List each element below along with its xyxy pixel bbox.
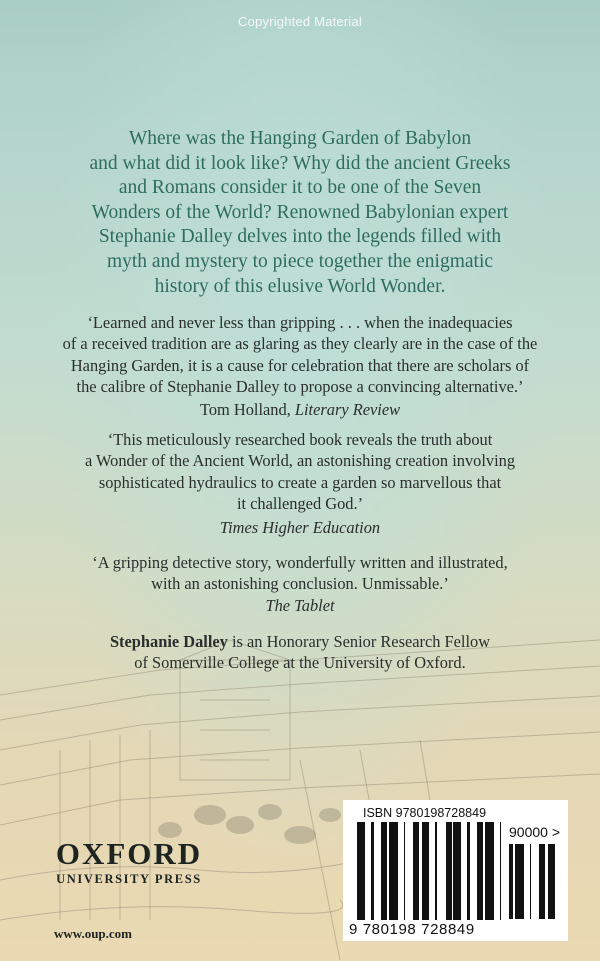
review-line: with an astonishing conclusion. Unmissable.’ — [151, 574, 449, 594]
barcode-bar — [425, 822, 428, 920]
barcode-bar — [459, 822, 461, 920]
barcode-bar — [548, 844, 549, 919]
barcode-bar — [549, 844, 551, 919]
barcode-bar — [392, 822, 393, 920]
barcode-bar — [477, 822, 479, 920]
barcode-bar — [383, 822, 386, 920]
blurb-line: and what did it look like? Why did the ancient Greeks — [89, 152, 511, 174]
blurb-line: Where was the Hanging Garden of Babylon — [128, 128, 472, 149]
barcode-bar — [500, 822, 501, 920]
isbn-digits: 9 780198 728849 — [349, 921, 475, 938]
bio-line-1 — [40, 631, 560, 652]
barcode-bar — [489, 822, 491, 920]
barcode-bar — [449, 822, 452, 920]
review-publication: Times Higher Education — [219, 518, 381, 538]
barcode-bar — [386, 822, 387, 920]
review-times-higher-education — [40, 429, 560, 538]
barcode-bar — [389, 822, 392, 920]
barcode-bar — [485, 822, 488, 920]
author-name: Stephanie Dalley — [109, 632, 228, 651]
barcode-bar — [359, 822, 362, 920]
publisher-subtitle: UNIVERSITY PRESS — [56, 872, 202, 886]
barcode-bar — [551, 844, 554, 919]
barcode-bar — [423, 822, 425, 920]
review-author: Tom Holland, — [199, 400, 291, 420]
blurb-line: history of this elusive World Wonder. — [154, 275, 446, 297]
bio-line-2: of Somerville College at the University of Oxford. — [134, 653, 466, 673]
barcode-bar — [453, 822, 455, 920]
barcode-bar — [371, 822, 374, 920]
barcode-bar — [515, 844, 518, 919]
review-line: it challenged God.’ — [236, 493, 364, 513]
barcode-bar — [417, 822, 419, 920]
barcode-bar — [447, 822, 449, 920]
price-code: 90000 > — [509, 824, 560, 840]
author-bio — [40, 631, 560, 674]
review-line: of a received tradition are as glaring as they clearly are in the case of the — [62, 334, 538, 354]
isbn-barcode — [343, 800, 568, 941]
barcode-bar — [363, 822, 365, 920]
book-blurb — [70, 127, 530, 299]
review-line: sophisticated hydraulics to create a garden so marvellous that — [98, 472, 502, 492]
barcode-bar — [416, 822, 417, 920]
barcode-bar — [530, 844, 531, 919]
barcode-bar — [413, 822, 416, 920]
barcode-bar — [521, 844, 524, 919]
barcode-bar — [446, 822, 447, 920]
isbn-label: ISBN 9780198728849 — [363, 806, 487, 820]
barcode-bar — [542, 844, 543, 919]
barcode-bar — [543, 844, 545, 919]
review-line: the calibre of Stephanie Dalley to propose a convincing alternative.’ — [76, 376, 524, 396]
barcode-bar — [435, 822, 437, 920]
barcode-bar — [509, 844, 512, 919]
barcode-bar — [554, 844, 555, 919]
barcode-bar — [458, 822, 459, 920]
barcode-bar — [362, 822, 363, 920]
review-source — [40, 399, 560, 420]
barcode-bar — [512, 844, 513, 919]
review-line: Hanging Garden, it is a cause for celebration that there are scholars of — [70, 355, 530, 375]
addon-barcode-bars — [509, 844, 559, 919]
barcode-bar — [422, 822, 423, 920]
barcode-bar — [395, 822, 398, 920]
barcode-bar — [357, 822, 359, 920]
barcode-bar — [393, 822, 395, 920]
blurb-line: myth and mystery to piece together the enigmatic — [106, 250, 494, 272]
review-publication: Literary Review — [294, 400, 401, 420]
barcode-bar — [518, 844, 519, 919]
barcode-bars — [357, 822, 507, 920]
barcode-bar — [404, 822, 405, 920]
publisher-logo — [40, 838, 218, 887]
blurb-line: Stephanie Dalley delves into the legends filled with — [98, 226, 502, 248]
blurb-line: and Romans consider it to be one of the Seven — [118, 177, 482, 199]
review-the-tablet — [40, 552, 560, 616]
barcode-bar — [488, 822, 489, 920]
barcode-bar — [381, 822, 383, 920]
review-literary-review — [40, 312, 560, 420]
bio-text: is an Honorary Senior Research Fellow — [227, 632, 491, 651]
barcode-bar — [455, 822, 458, 920]
review-publication: The Tablet — [265, 595, 335, 615]
review-line: ‘Learned and never less than gripping . . . when the inadequacies — [87, 313, 513, 332]
barcode-bar — [519, 844, 521, 919]
barcode-bar — [428, 822, 429, 920]
publisher-name: OXFORD — [55, 836, 203, 871]
review-line: ‘This meticulously researched book reveals the truth about — [107, 430, 493, 449]
barcode-bar — [482, 822, 483, 920]
barcode-bar — [467, 822, 470, 920]
review-line: ‘A gripping detective story, wonderfully written and illustrated, — [92, 553, 508, 572]
publisher-url: www.oup.com — [54, 926, 133, 941]
copyright-watermark: Copyrighted Material — [238, 14, 362, 29]
barcode-bar — [491, 822, 494, 920]
barcode-bar — [539, 844, 542, 919]
barcode-bar — [479, 822, 482, 920]
blurb-line: Wonders of the World? Renowned Babylonian expert — [91, 201, 509, 223]
review-line: a Wonder of the Ancient World, an astonishing creation involving — [84, 451, 516, 471]
